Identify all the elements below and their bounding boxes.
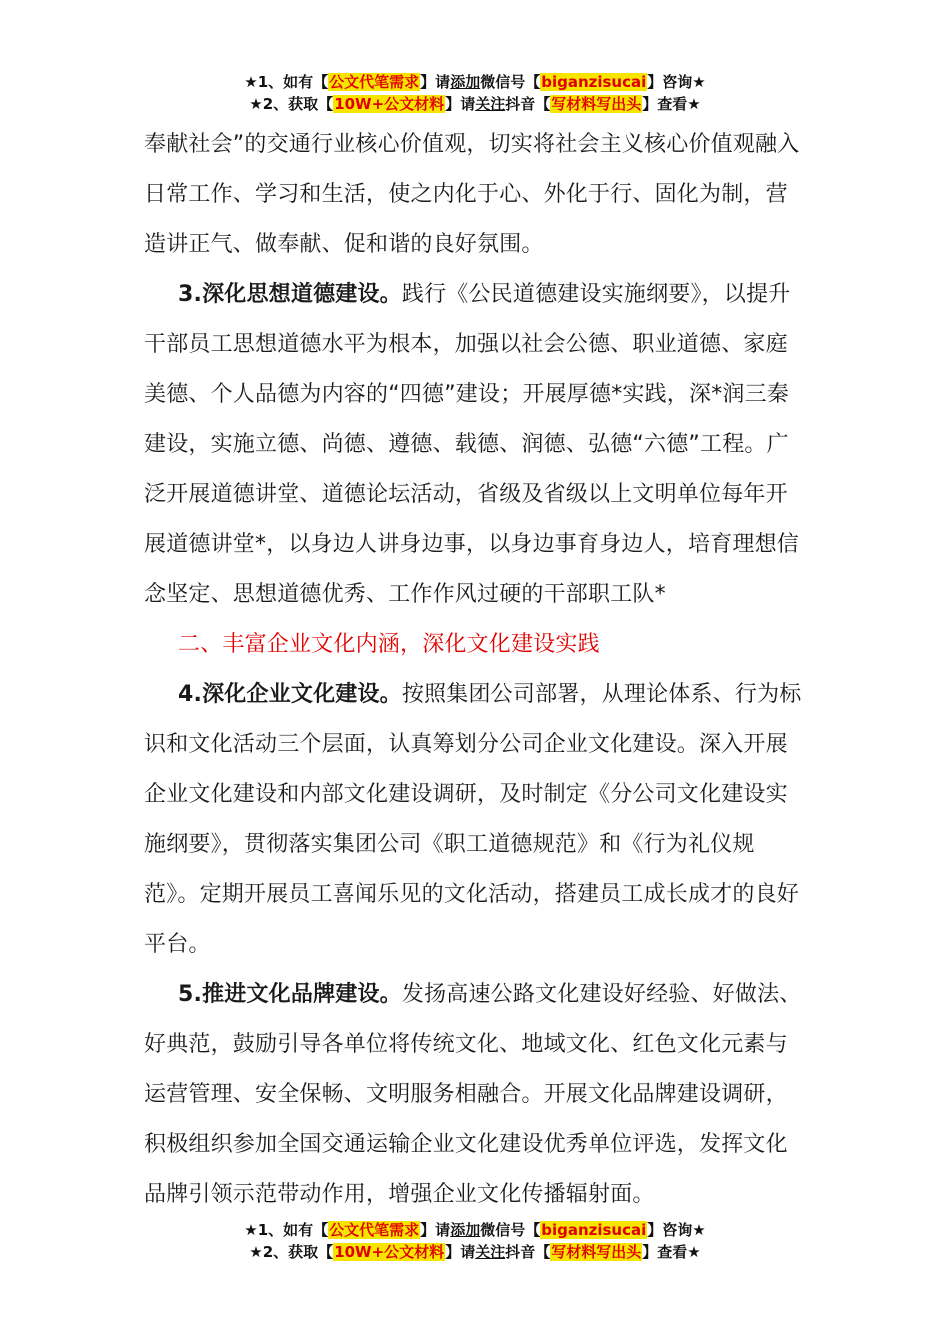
promo-highlight: biganzisucai (541, 73, 647, 91)
paragraph-5-title: 5.推进文化品牌建设。 (178, 982, 402, 1007)
promo-text: ★2、获取【 (249, 1243, 334, 1261)
paragraph-3-title: 3.深化思想道德建设。 (178, 282, 402, 307)
promo-highlight: 10W+公文材料 (334, 1243, 445, 1261)
promo-line-2 (0, 1241, 950, 1263)
promo-text: 微信号【 (480, 1221, 541, 1239)
paragraph-4-text: 按照集团公司部署，从理论体系、行为标识和文化活动三个层面，认真筹划分公司企业文化建设。深入开展企业文化建设和内部文化建设调研，及时制定《分公司文化建设实施纲要》，贯彻落实集团公司《职工道德规范》和《行为礼仪规范》。定期开展员工喜闻乐见的文化活动，搭建员工成长成才的良好平台。 (144, 682, 802, 957)
promo-text: ★1、如有【 (244, 1221, 329, 1239)
promo-banner-top (0, 71, 950, 115)
promo-highlight: 写材料写出头 (551, 1243, 642, 1261)
promo-underline: 关注 (475, 95, 506, 113)
promo-highlight: biganzisucai (541, 1221, 647, 1239)
promo-line-2 (0, 93, 950, 115)
promo-text: 】查看★ (642, 1243, 701, 1261)
promo-highlight: 10W+公文材料 (334, 95, 445, 113)
promo-text: 】请 (445, 95, 476, 113)
promo-text: 】咨询★ (647, 1221, 706, 1239)
paragraph-3 (144, 270, 808, 620)
promo-highlight: 写材料写出头 (551, 95, 642, 113)
paragraph-4-title: 4.深化企业文化建设。 (178, 682, 402, 707)
promo-highlight: 公文代笔需求 (329, 73, 420, 91)
paragraph-4 (144, 670, 808, 970)
promo-text: 】请 (445, 1243, 476, 1261)
paragraph-5-text: 发扬高速公路文化建设好经验、好做法、好典范，鼓励引导各单位将传统文化、地域文化、红色文化元素与运营管理、安全保畅、文明服务相融合。开展文化品牌建设调研，积极组织参加全国交通运输企业文化建设优秀单位评选，发挥文化品牌引领示范带动作用，增强企业文化传播辐射面。 (144, 982, 802, 1207)
promo-underline: 添加 (450, 73, 481, 91)
promo-text: 】请 (420, 1221, 451, 1239)
promo-line-1 (0, 71, 950, 93)
promo-underline: 关注 (475, 1243, 506, 1261)
promo-text: ★2、获取【 (249, 95, 334, 113)
promo-banner-bottom (0, 1219, 950, 1263)
paragraph-3-text: 践行《公民道德建设实施纲要》，以提升干部员工思想道德水平为根本，加强以社会公德、职业道德、家庭美德、个人品德为内容的“四德”建设；开展厚德*实践，深*润三秦建设，实施立德、尚德、遵德、载德、润德、弘德“六德”工程。广泛开展道德讲堂、道德论坛活动，省级及省级以上文明单位每年开展道德讲堂*，以身边人讲身边事，以身边事育身边人，培育理想信念坚定、思想道德优秀、工作作风过硬的干部职工队* (144, 282, 800, 607)
promo-highlight: 公文代笔需求 (329, 1221, 420, 1239)
promo-text: 】查看★ (642, 95, 701, 113)
promo-text: 抖音【 (505, 1243, 551, 1261)
promo-underline: 添加 (450, 1221, 481, 1239)
promo-text: 】请 (420, 73, 451, 91)
promo-text: 】咨询★ (647, 73, 706, 91)
document-body (144, 120, 808, 1220)
promo-text: 抖音【 (505, 95, 551, 113)
paragraph-continuation: 奉献社会”的交通行业核心价值观，切实将社会主义核心价值观融入日常工作、学习和生活，使之内化于心、外化于行、固化为制，营造讲正气、做奉献、促和谐的良好氛围。 (144, 132, 800, 257)
promo-text: 微信号【 (480, 73, 541, 91)
section-heading-2: 二、丰富企业文化内涵，深化文化建设实践 (178, 632, 600, 657)
promo-text: ★1、如有【 (244, 73, 329, 91)
promo-line-1 (0, 1219, 950, 1241)
paragraph-5 (144, 970, 808, 1220)
